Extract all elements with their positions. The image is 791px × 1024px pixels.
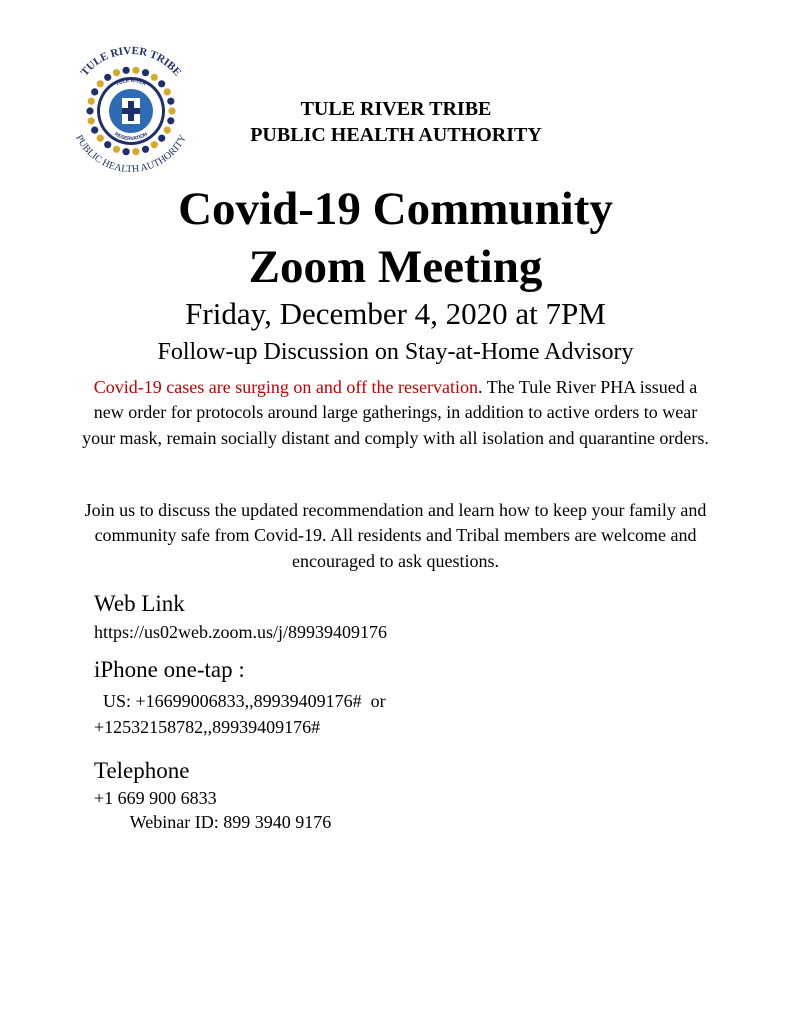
logo-figure: [158, 80, 165, 87]
logo-figure: [164, 127, 171, 134]
surge-warning: Covid-19 cases are surging on and off the reservation: [93, 377, 479, 397]
logo-figure: [123, 148, 130, 155]
announcement-paragraph: [80, 375, 711, 451]
title-line-2: Zoom Meeting: [248, 241, 543, 293]
logo-figure: [91, 127, 98, 134]
logo-inner-text-bottom: RESERVATION: [113, 131, 149, 143]
organization-name: [200, 96, 592, 148]
logo-inner-text-top: TULE RIVER: [114, 77, 148, 88]
iphone-heading: iPhone one-tap :: [94, 657, 245, 682]
webinar-id: Webinar ID: 899 3940 9176: [94, 812, 332, 832]
web-link-heading: Web Link: [94, 591, 185, 616]
title-line-1: Covid-19 Community: [178, 183, 613, 235]
logo-figure: [113, 146, 120, 153]
announcement-text: . The Tule River PHA issued a new order for protocols around large gatherings, in addition to active orders to wear your mask, remain socially distant and comply with all isolation and quarantine orders.: [82, 377, 709, 448]
logo-figure: [86, 107, 93, 114]
logo-figure: [151, 141, 158, 148]
meeting-subtitle: Follow-up Discussion on Stay-at-Home Advisory: [157, 339, 634, 365]
meeting-date: Friday, December 4, 2020 at 7PM: [185, 296, 606, 331]
logo-figure: [104, 141, 111, 148]
logo-figure: [142, 69, 149, 76]
organization-line-1: TULE RIVER TRIBE: [300, 98, 492, 120]
logo-text-bottom: PUBLIC HEALTH AUTHORITY: [73, 133, 189, 176]
tule-river-pha-logo: [60, 40, 202, 182]
logo-cross-horizontal: [122, 108, 140, 114]
web-link-url[interactable]: https://us02web.zoom.us/j/89939409176: [94, 622, 388, 642]
invitation-paragraph: Join us to discuss the updated recommendation and learn how to keep your family and community safe from Covid-19. All residents and Tribal members are welcome and encouraged to ask questions.: [84, 500, 707, 571]
logo-figure: [113, 69, 120, 76]
logo-figure: [167, 98, 174, 105]
logo-figure: [132, 67, 139, 74]
logo-figure: [167, 117, 174, 124]
logo-figure: [104, 74, 111, 81]
logo-figure: [168, 107, 175, 114]
logo-figure: [151, 74, 158, 81]
organization-line-2: PUBLIC HEALTH AUTHORITY: [250, 124, 542, 146]
logo-figure: [91, 88, 98, 95]
telephone-number: +1 669 900 6833: [94, 788, 217, 808]
logo-figure: [97, 80, 104, 87]
logo-figure: [158, 135, 165, 142]
iphone-number-alt: +12532158782,,89939409176#: [94, 717, 321, 737]
logo-figure: [132, 148, 139, 155]
logo-figure: [123, 67, 130, 74]
logo-figure: [97, 135, 104, 142]
logo-figure: [88, 117, 95, 124]
logo-text-top: TULE RIVER TRIBE: [78, 44, 184, 79]
logo-figure: [164, 88, 171, 95]
logo-figure: [142, 146, 149, 153]
page-title: [0, 180, 791, 296]
logo-figure: [88, 98, 95, 105]
iphone-number-us: US: +16699006833,,89939409176# or: [94, 691, 386, 711]
telephone-heading: Telephone: [94, 758, 190, 783]
